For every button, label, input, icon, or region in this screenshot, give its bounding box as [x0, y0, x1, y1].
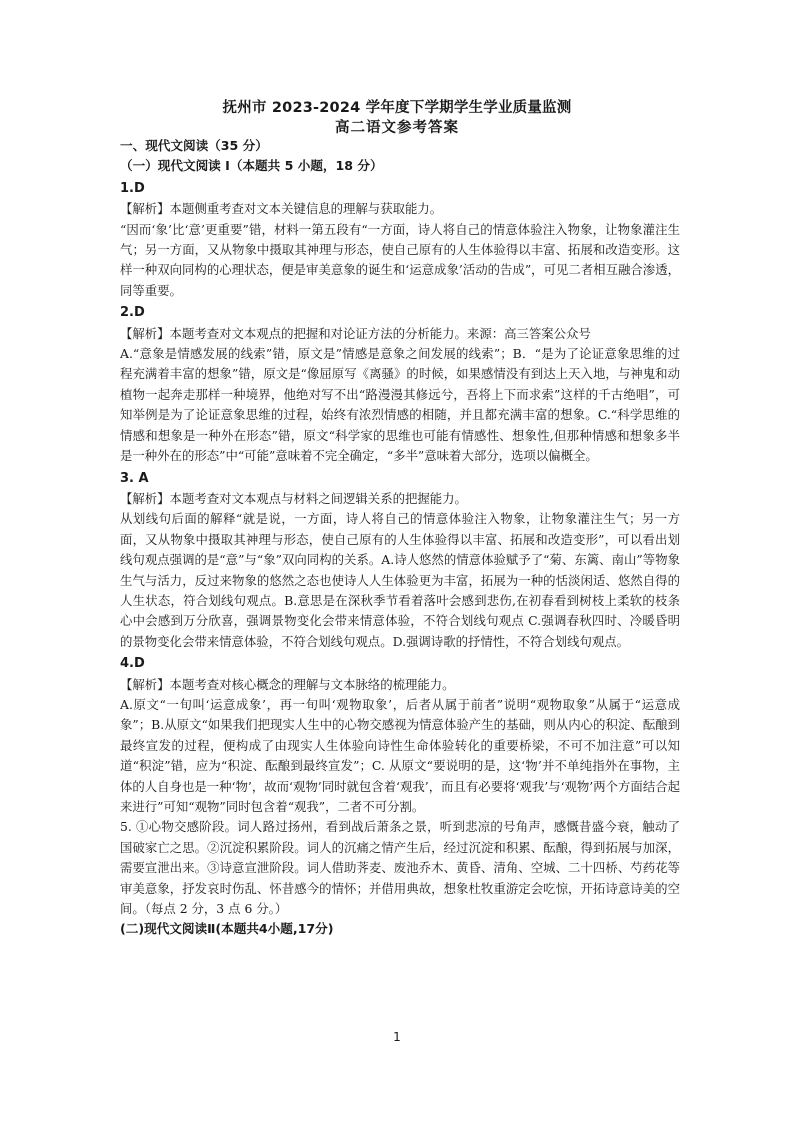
document-subtitle: 高二语文参考答案 [335, 120, 459, 136]
question-3-answer: 3. A [120, 470, 149, 486]
subsection-heading-reading-1: （一）现代文阅读 I（本题共 5 小题，18 分） [120, 158, 383, 174]
question-5-answer: 5. ①心物交感阶段。词人路过扬州，看到战后萧条之景，听到悲凉的号角声，感慨昔盛今衰，触动了国破家亡之思。②沉淀积累阶段。词人的沉痛之情产生后，经过沉淀和积累、酝酿，得到拓展与加深，需要宣泄出来。③诗意宣泄阶段。词人借助荠麦、废池乔木、黄昏、清角、空城、二十四桥、芍药花等审美意象，抒发哀时伤乱、怀昔感今的情怀；并借用典故，想象杜牧重游定会吃惊，开拓诗意诗美的空间。（每点 2 分，3 点 6 分。） [120, 819, 680, 917]
page-number: 1 [393, 1030, 401, 1044]
question-4-analysis: 【解析】本题考查对核心概念的理解与文本脉络的梳理能力。 [120, 676, 455, 692]
answer-content [120, 136, 680, 940]
question-2-analysis: 【解析】本题考查对文本观点的把握和对论证方法的分析能力。来源：高三答案公众号 [120, 325, 591, 341]
question-1-answer: 1.D [120, 180, 145, 196]
question-4-detail: A.原文“一旬叫‘运意成象’，再一旬叫‘观物取象’，后者从属于前者”说明“观物取象”从属于“运意成象”；B.从原文“如果我们把现实人生中的心物交感视为情意体验产生的基础，则从内心的积淀、酝酿到最终宣发的过程，便构成了由现实人生体验向诗性生命体验转化的重要桥梁，不可不加注意”可以知道“积淀”错，应为“积淀、酝酿到最终宣发”；C. 从原文“要说明的是，这‘物’并不单纯指外在事物，主体的人自身也是一种‘物’，故而‘观物’同时就包含着‘观我’，而且有必要将‘观我’与‘观物’两个方面结合起来进行”可知“观物”同时包含着“观我”，二者不可分割。 [120, 696, 680, 814]
section-heading-modern-reading: 一、现代文阅读（35 分） [120, 138, 268, 153]
question-1-analysis: 【解析】本题侧重考查对文本关键信息的理解与获取能力。 [120, 201, 443, 217]
document-title: 抚州市 2023-2024 学年度下学期学生学业质量监测 [222, 100, 572, 116]
question-3-analysis: 【解析】本题考查对文本观点与材料之间逻辑关系的把握能力。 [120, 490, 467, 506]
question-3-detail: 从划线句后面的解释“就是说，一方面，诗人将自己的情意体验注入物象，让物象灌注生气；另一方面，又从物象中摄取其神理与形态，使自己原有的人生体验得以丰富、拓展和改造变形”，可以看出划线句观点强调的是“意”与“象”双向同构的关系。A.诗人悠然的情意体验赋予了“菊、东篱、南山”等物象生气与活力，反过来物象的悠然之态也使诗人人生体验更为丰富，拓展为一种的恬淡闲适、悠然自得的人生状态，符合划线句观点。B.意思是在深秋季节看着落叶会感到悲伤,在初春看到树枝上柔软的枝条心中会感到万分欣喜，强调景物变化会带来情意体验，不符合划线句观点 C.强调春秋四时、冷暖昏明的景物变化会带来情意体验，不符合划线句观点。D.强调诗歌的抒情性，不符合划线句观点。 [120, 511, 680, 649]
question-1-detail: “因而‘象’比‘意’更重要”错，材料一第五段有“一方面，诗人将自己的情意体验注入物象，让物象灌注生气；另一方面，又从物象中摄取其神理与形态，使自己原有的人生体验得以丰富、拓展和改造变形。这样一种双向同构的心理状态，便是审美意象的诞生和‘运意成象’活动的告成”，可见二者相互融合渗透，同等重要。 [120, 221, 680, 298]
question-4-answer: 4.D [120, 656, 145, 672]
subsection-heading-reading-2: (二)现代文阅读Ⅱ(本题共4小题,17分) [120, 921, 334, 937]
question-2-detail: A.“意象是情感发展的线索”错，原文是”情感是意象之间发展的线索”；B．“是为了论证意象思维的过程充满着丰富的想象”错，原文是“像屈原写《离骚》的时候，如果感情没有到达上天入地，与神鬼和动植物一起奔走那样一种境界，他绝对写不出“路漫漫其修远兮，吾将上下而求索”这样的千古绝唱”，可知举例是为了论证意象思维的过程，始终有浓烈情感的相随，并且都充满丰富的想象。C.“科学思维的情感和想象是一种外在形态”错，原文“科学家的思维也可能有情感性、想象性,但那种情感和想象多半是一种外在的形态”中“可能”意味着不完全确定，“多半”意味着大部分，选项以偏概全。 [120, 346, 680, 464]
question-2-answer: 2.D [120, 305, 145, 321]
